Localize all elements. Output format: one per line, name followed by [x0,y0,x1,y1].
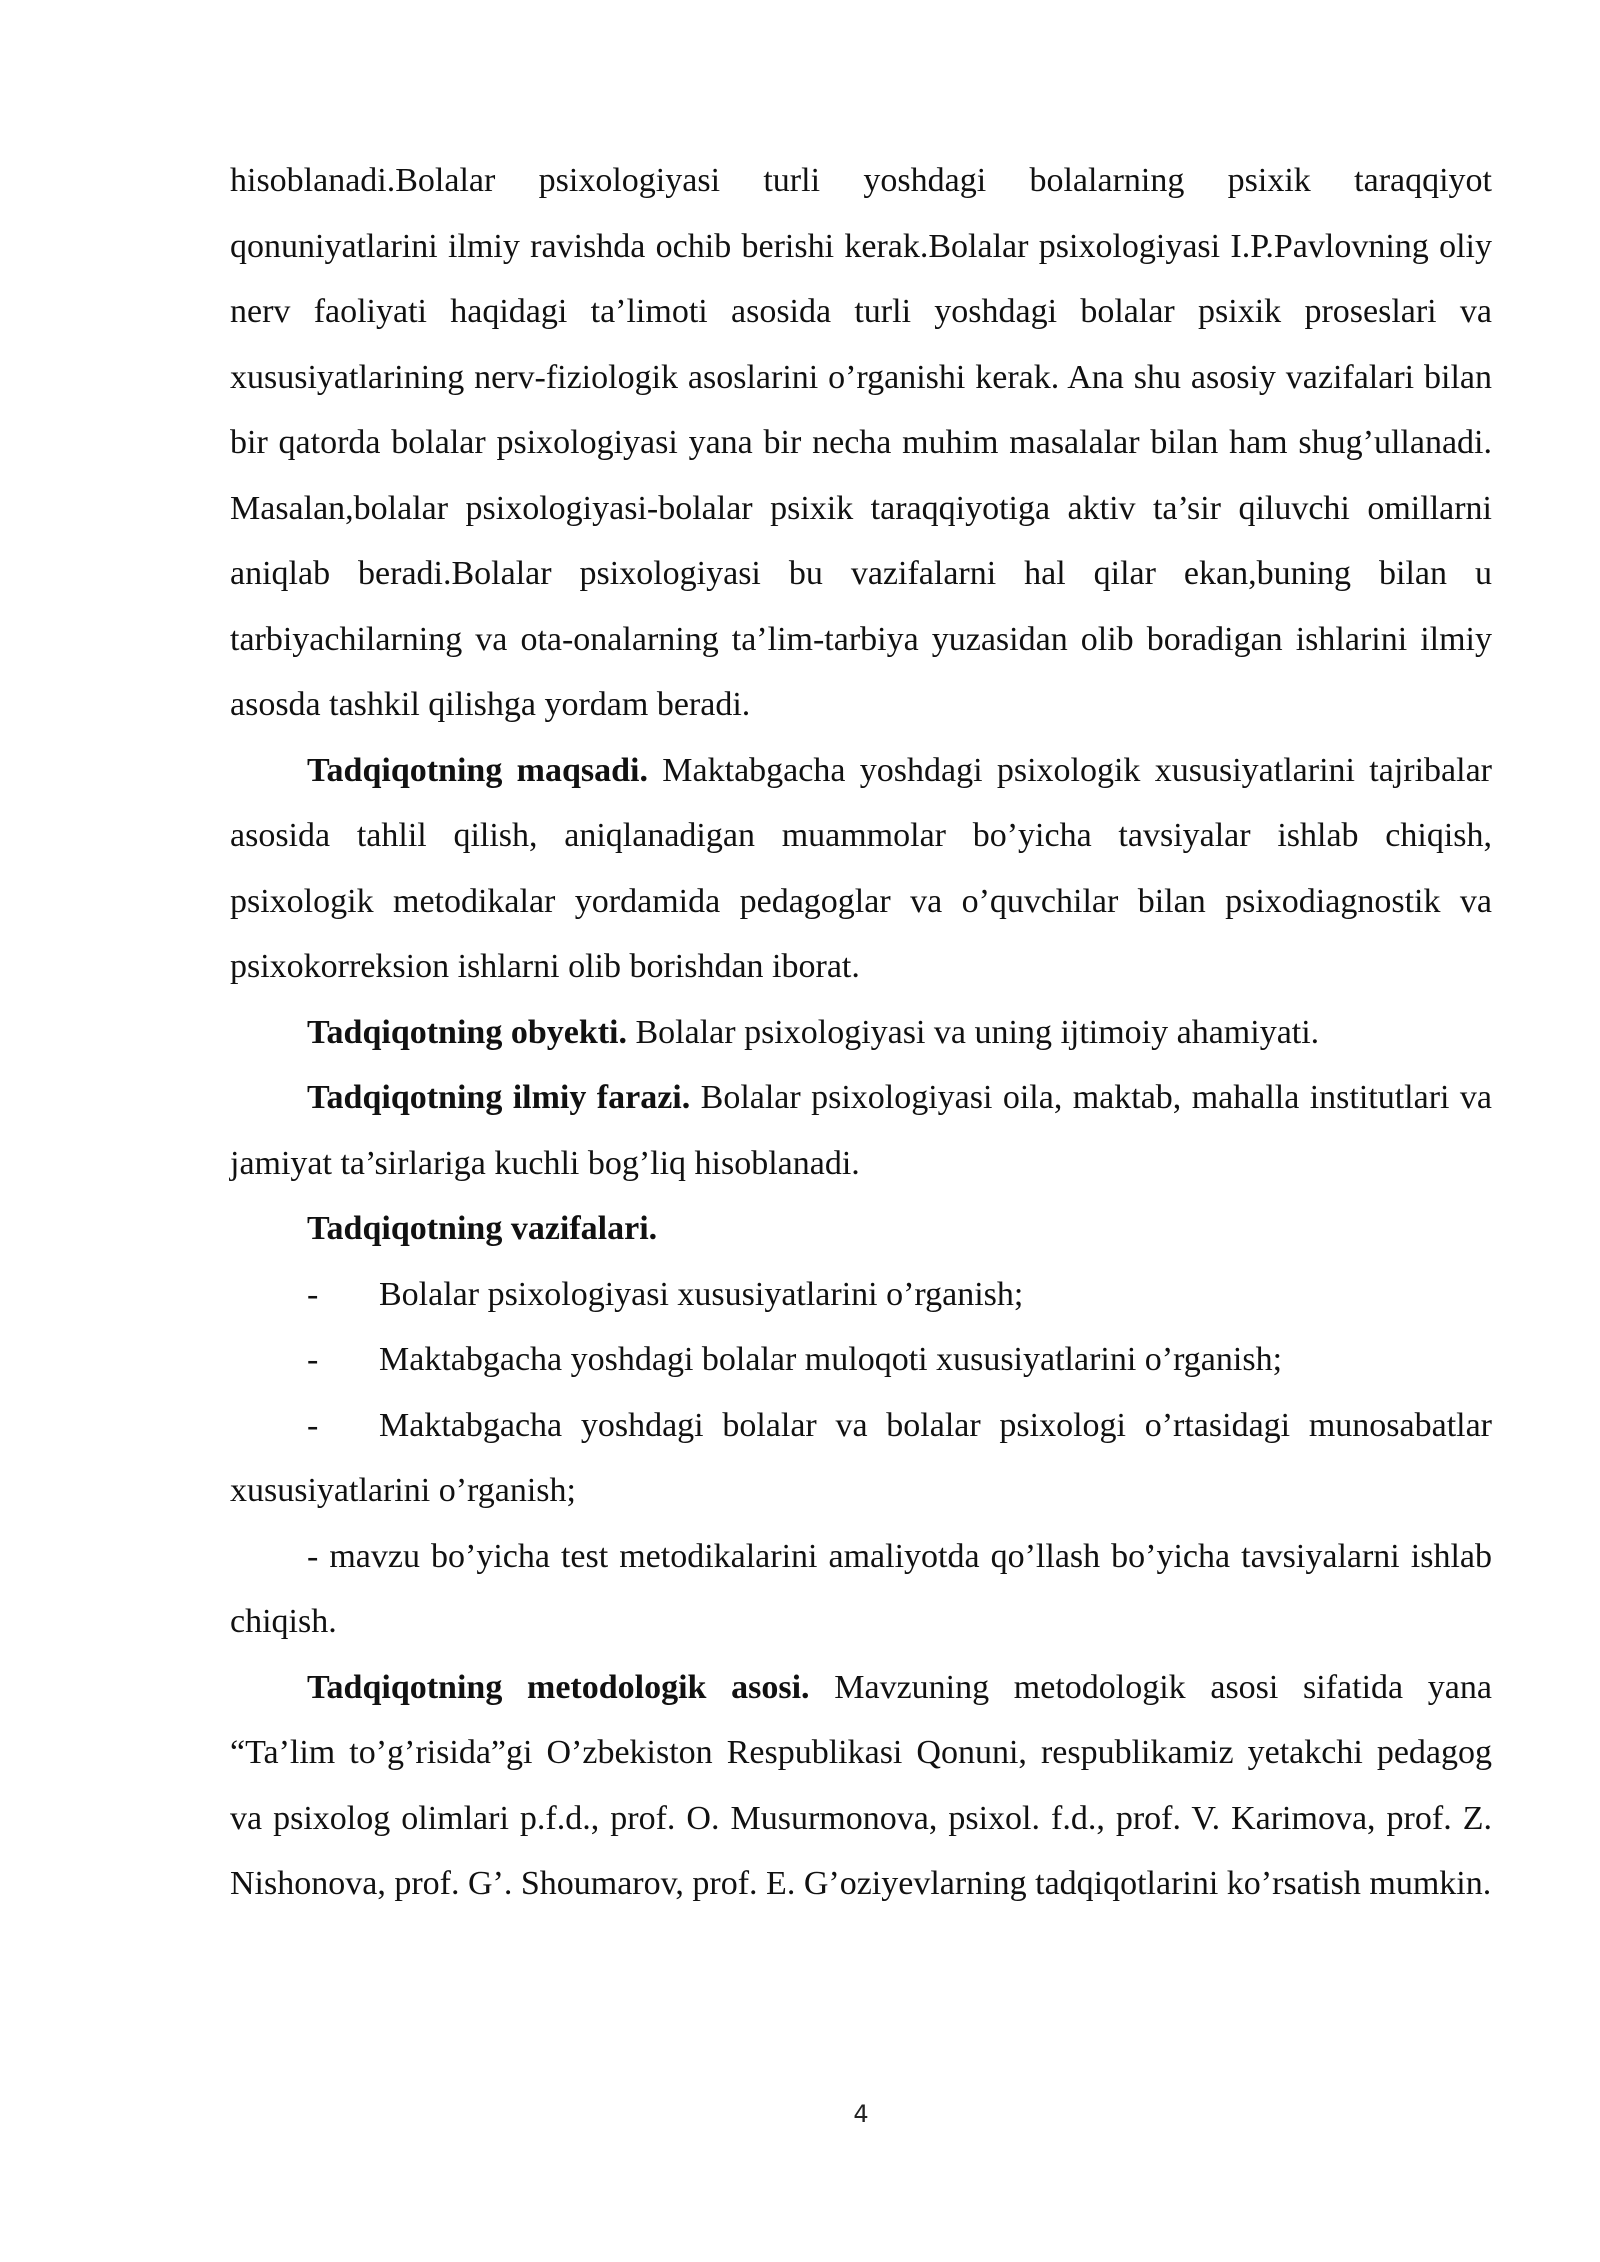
hypothesis-paragraph [230,1065,1492,1196]
list-dash: - [307,1275,319,1313]
hypothesis-text: Bolalar psixologiyasi oila, maktab, mahalla institutlari va jamiyat ta’sirlariga kuchli bog’liq hisoblanadi. [230,1079,1492,1182]
document-page [230,148,1492,1917]
hypothesis-heading: Tadqiqotning ilmiy farazi. [307,1079,691,1116]
page-number: 4 [853,2100,869,2128]
task-item-1 [307,1262,1492,1328]
purpose-paragraph [230,738,1492,1000]
methodology-heading: Tadqiqotning metodologik asosi. [307,1668,810,1706]
object-paragraph [230,1000,1492,1066]
task-item-2 [307,1327,1492,1393]
object-heading: Tadqiqotning obyekti. [307,1013,627,1051]
methodology-text: Mavzuning metodologik asosi sifatida yana “Ta’lim to’g’risida”gi O’zbekiston Respublikasi Qonuni, respublikamiz yetakchi pedagog va psixolog olimlari p.f.d., prof. O. Musurmonova, psixol. f.d., prof. V. Karimova, prof. Z. Nishonova, prof. G’. Shoumarov, prof. E. G’oziyevlarning tadqiqotlarini ko’rsatish mumkin. [230,1668,1492,1902]
task-item-1-text: Bolalar psixologiyasi xususiyatlarini o’rganish; [379,1275,1024,1313]
intro-paragraph: hisoblanadi.Bolalar psixologiyasi turli yoshdagi bolalarning psixik taraqqiyot qonuniyatlarini ilmiy ravishda ochib berishi kerak.Bolalar psixologiyasi I.P.Pavlovning oliy nerv faoliyati haqidagi ta’limoti asosida turli yoshdagi bolalar psixik proseslari va xususiyatlarining nerv-fiziologik asoslarini o’rganishi kerak. Ana shu asosiy vazifalari bilan bir qatorda bolalar psixologiyasi yana bir necha muhim masalalar bilan ham shug’ullanadi. Masalan,bolalar psixologiyasi-bolalar psixik taraqqiyotiga aktiv ta’sir qiluvchi omillarni aniqlab beradi.Bolalar psixologiyasi bu vazifalarni hal qilar ekan,buning bilan u tarbiyachilarning va ota-onalarning ta’lim-tarbiya yuzasidan olib boradigan ishlarini ilmiy asosda tashkil qilishga yordam beradi. [230,162,1492,723]
purpose-text: Maktabgacha yoshdagi psixologik xususiyatlarini tajribalar asosida tahlil qilish, aniqlanadigan muammolar bo’yicha tavsiyalar ishlab chiqish, psixologik metodikalar yordamida pedagoglar va o’quvchilar bilan psixodiagnostik va psixokorreksion ishlarni olib borishdan iborat. [230,751,1492,985]
tasks-heading: Tadqiqotning vazifalari. [307,1210,658,1247]
task-item-4: - mavzu bo’yicha test metodikalarini amaliyotda qo’llash bo’yicha tavsiyalarni ishlab chiqish. [230,1537,1492,1640]
list-dash: - [307,1341,319,1378]
tasks-heading-paragraph [230,1196,1492,1262]
list-dash: - [307,1406,319,1444]
task-item-3 [230,1393,1492,1524]
object-text: Bolalar psixologiyasi va uning ijtimoiy ahamiyati. [627,1013,1320,1051]
purpose-heading: Tadqiqotning maqsadi. [307,751,648,789]
methodology-paragraph [230,1655,1492,1917]
task-item-3-text: Maktabgacha yoshdagi bolalar va bolalar psixologi o’rtasidagi munosabatlar xususiyatlarini o’rganish; [230,1406,1492,1509]
task-item-2-text: Maktabgacha yoshdagi bolalar muloqoti xususiyatlarini o’rganish; [379,1341,1283,1378]
